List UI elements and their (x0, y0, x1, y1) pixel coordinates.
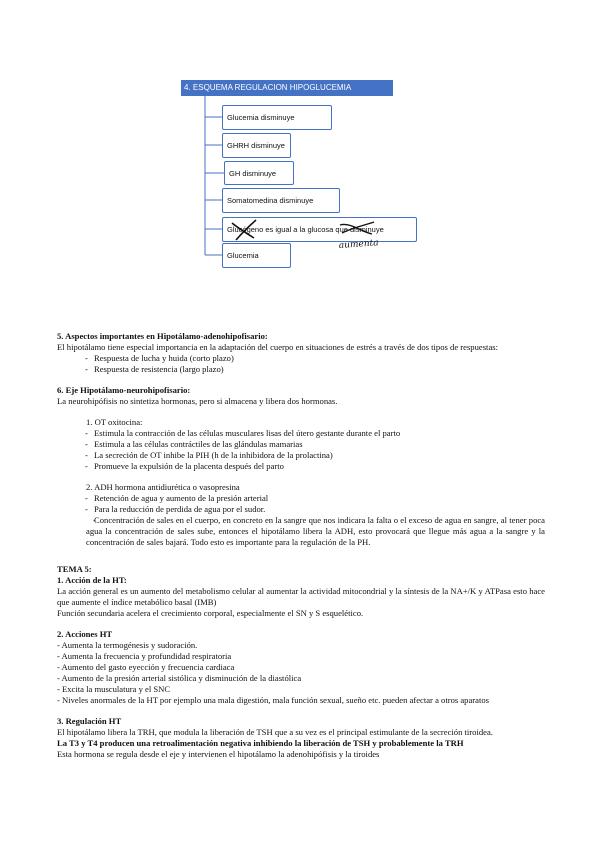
adh-item: - Retención de agua y aumento de la presión arterial (57, 493, 545, 504)
box-ghrh-disminuye: GHRH disminuye (222, 133, 291, 158)
section5-heading: 5. Aspectos importantes en Hipotálamo-adenohipofisario: (57, 331, 268, 341)
section5-item: - Respuesta de lucha y huida (corto plazo) (57, 353, 545, 364)
cross-mark-disminuye (340, 222, 374, 234)
ot-item: - Estimula la contracción de las células musculares lisas del útero gestante durante el parto (57, 428, 545, 439)
s3-text: El hipotálamo libera la TRH, que modula la liberación de TSH que a su vez es el principal estimulante de la secreción tiroidea. (57, 727, 493, 737)
handwritten-aumenta: aumenta (338, 238, 379, 251)
handwritten-annotations (0, 0, 600, 320)
section5-intro: El hipotálamo tiene especial importancia en la adaptación del cuerpo en situaciones de estrés a través de dos tipos de respuestas: (57, 342, 498, 352)
ot-item: - Promueve la expulsión de la placenta después del parto (57, 461, 545, 472)
adh-long: - Concentración de sales en el cuerpo, en concreto en la sangre que nos indicara la falta o el exceso de agua en sangre, al tener poca agua la concentración de sales sube, entonces el hipotálamo libera la ADH, esto provocará que llegue más agua a la sangre y la concentración de sales bajará. Todo esto es importante para la regulación de la PH. (57, 515, 545, 548)
s2-item: - Aumenta la termogénesis y sudoración. (57, 640, 198, 650)
s2-item: - Niveles anormales de la HT por ejemplo una mala digestión, mala función sexual, sueño etc. pueden afectar a otros aparatos (57, 695, 489, 705)
ot-item: - Estimula a las células contráctiles de las glándulas mamarias (57, 439, 545, 450)
box-glucemia: Glucemia (222, 243, 291, 268)
tema5-title: TEMA 5: (57, 564, 92, 574)
s2-item: - Aumento de la presión arterial sistólica y disminución de la diastólica (57, 673, 302, 683)
box-gh-disminuye: GH disminuye (224, 161, 294, 185)
section6-heading: 6. Eje Hipotálamo-neurohipofisario: (57, 385, 191, 395)
s3-heading: 3. Regulación HT (57, 716, 122, 726)
box-glucogeno: Glucógeno es igual a la glucosa que disminuye (222, 217, 417, 242)
s2-heading: 2. Acciones HT (57, 629, 113, 639)
ot-title: 1. OT oxitocina: (86, 417, 143, 427)
s1-text2: Función secundaria acelera el crecimiento corporal, especialmente el SN y S esquelético. (57, 608, 364, 618)
s1-heading: 1. Acción de la HT: (57, 575, 127, 585)
s2-item: - Aumento del gasto eyección y frecuencia cardiaca (57, 662, 235, 672)
diagram-title: 4. ESQUEMA REGULACION HIPOGLUCEMIA (181, 80, 393, 96)
s2-item: - Excita la musculatura y el SNC (57, 684, 171, 694)
s3-text2: Esta hormona se regula desde el eje y intervienen el hipotálamo la adenohipófisis y la tiroides (57, 749, 380, 759)
document-body (57, 331, 545, 760)
ot-item: - La secreción de OT inhibe la PIH (h de la inhibidora de la prolactina) (57, 450, 545, 461)
s2-item: - Aumenta la frecuencia y profundidad respiratoria (57, 651, 232, 661)
s3-bold: La T3 y T4 producen una retroalimentación negativa inhibiendo la liberación de TSH y probablemente la TRH (57, 738, 464, 748)
section6-intro: La neurohipófisis no sintetiza hormonas, pero si almacena y libera dos hormonas. (57, 396, 338, 406)
s1-text: La acción general es un aumento del metabolismo celular al aumentar la actividad mitocondrial y la síntesis de la NA+/K y ATPasa esto hace que aumente el índice metabólico basal (IMB) (57, 586, 545, 607)
adh-item: - Para la reducción de perdida de agua por el sudor. (57, 504, 545, 515)
section5-item: - Respuesta de resistencia (largo plazo) (57, 364, 545, 375)
box-somatomedina-disminuye: Somatomedina disminuye (222, 188, 340, 213)
adh-title: 2. ADH hormona antidiurética o vasopresina (86, 482, 240, 492)
box-glucemia-disminuye: Glucemia disminuye (222, 105, 332, 130)
cross-mark-glucogeno (232, 220, 256, 240)
